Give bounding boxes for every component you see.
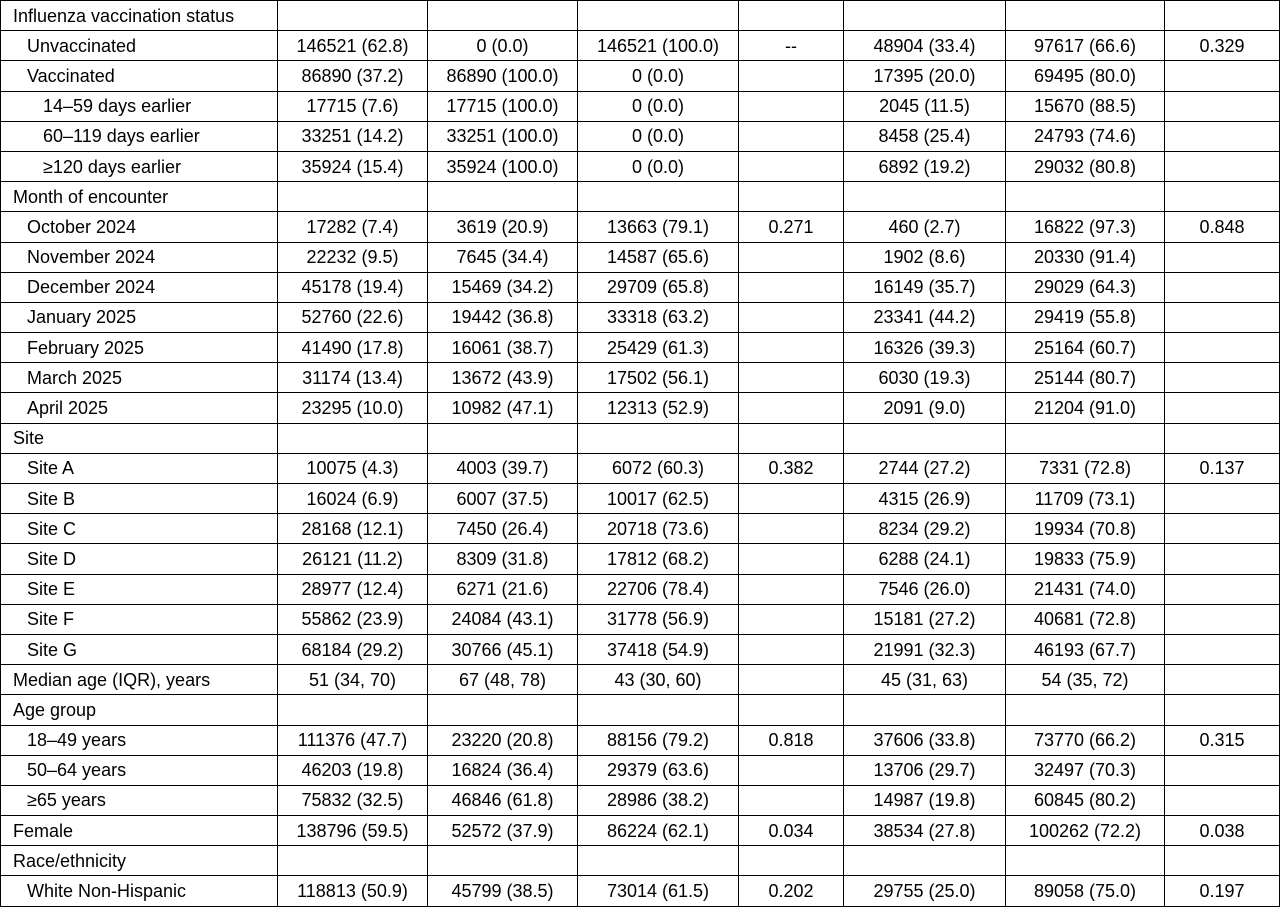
table-cell: 2045 (11.5) xyxy=(844,91,1006,121)
table-cell xyxy=(428,423,578,453)
table-row xyxy=(1,604,1280,634)
table-cell xyxy=(1165,242,1280,272)
table-cell xyxy=(739,363,844,393)
table-cell: 89058 (75.0) xyxy=(1006,876,1165,906)
table-cell: 0 (0.0) xyxy=(578,151,739,181)
table-cell xyxy=(428,1,578,31)
table-cell: 19442 (36.8) xyxy=(428,302,578,332)
table-cell: 26121 (11.2) xyxy=(278,544,428,574)
table-cell: 16824 (36.4) xyxy=(428,755,578,785)
row-label: Site B xyxy=(1,484,278,514)
table-cell xyxy=(1165,665,1280,695)
table-cell: 19833 (75.9) xyxy=(1006,544,1165,574)
table-row xyxy=(1,544,1280,574)
row-label: Site D xyxy=(1,544,278,574)
table-cell: 33251 (14.2) xyxy=(278,121,428,151)
table-row xyxy=(1,634,1280,664)
table-cell xyxy=(739,604,844,634)
table-row xyxy=(1,816,1280,846)
table-cell: 51 (34, 70) xyxy=(278,665,428,695)
table-cell xyxy=(739,755,844,785)
row-label: Age group xyxy=(1,695,278,725)
table-cell xyxy=(578,423,739,453)
table-cell: 7331 (72.8) xyxy=(1006,453,1165,483)
row-label: April 2025 xyxy=(1,393,278,423)
table-cell: 0.202 xyxy=(739,876,844,906)
table-cell xyxy=(278,423,428,453)
table-cell xyxy=(844,846,1006,876)
table-row xyxy=(1,574,1280,604)
table-cell: 6072 (60.3) xyxy=(578,453,739,483)
table-cell: 45 (31, 63) xyxy=(844,665,1006,695)
row-label: Month of encounter xyxy=(1,182,278,212)
table-cell: 28986 (38.2) xyxy=(578,785,739,815)
table-cell xyxy=(739,272,844,302)
table-cell xyxy=(1006,695,1165,725)
table-cell: 14987 (19.8) xyxy=(844,785,1006,815)
table-cell: 23341 (44.2) xyxy=(844,302,1006,332)
table-cell xyxy=(739,634,844,664)
row-label: Site F xyxy=(1,604,278,634)
table-cell: 75832 (32.5) xyxy=(278,785,428,815)
table-cell: 4003 (39.7) xyxy=(428,453,578,483)
table-cell: 8309 (31.8) xyxy=(428,544,578,574)
table-cell: 13672 (43.9) xyxy=(428,363,578,393)
table-cell xyxy=(1165,755,1280,785)
table-cell: 37418 (54.9) xyxy=(578,634,739,664)
table-cell xyxy=(1165,574,1280,604)
table-cell: 45799 (38.5) xyxy=(428,876,578,906)
table-cell: 35924 (100.0) xyxy=(428,151,578,181)
table-row xyxy=(1,363,1280,393)
table-cell: 20330 (91.4) xyxy=(1006,242,1165,272)
table-row xyxy=(1,423,1280,453)
table-cell: 0 (0.0) xyxy=(428,31,578,61)
table-cell: 6288 (24.1) xyxy=(844,544,1006,574)
row-label: Site xyxy=(1,423,278,453)
table-row xyxy=(1,785,1280,815)
table-cell xyxy=(578,695,739,725)
table-cell: 21204 (91.0) xyxy=(1006,393,1165,423)
table-cell xyxy=(278,182,428,212)
table-cell: 7450 (26.4) xyxy=(428,514,578,544)
table-cell: 17715 (7.6) xyxy=(278,91,428,121)
table-cell: 0.038 xyxy=(1165,816,1280,846)
row-label: Female xyxy=(1,816,278,846)
row-label: Influenza vaccination status xyxy=(1,1,278,31)
table-cell xyxy=(844,695,1006,725)
table-cell: 24793 (74.6) xyxy=(1006,121,1165,151)
table-cell xyxy=(739,423,844,453)
table-cell: -- xyxy=(739,31,844,61)
table-cell: 17812 (68.2) xyxy=(578,544,739,574)
table-cell: 15181 (27.2) xyxy=(844,604,1006,634)
table-cell: 6271 (21.6) xyxy=(428,574,578,604)
table-cell: 0.197 xyxy=(1165,876,1280,906)
table-cell: 52760 (22.6) xyxy=(278,302,428,332)
table-row xyxy=(1,876,1280,906)
table-cell: 0.818 xyxy=(739,725,844,755)
table-cell: 38534 (27.8) xyxy=(844,816,1006,846)
table-cell: 54 (35, 72) xyxy=(1006,665,1165,695)
table-cell xyxy=(278,846,428,876)
table-cell: 0.137 xyxy=(1165,453,1280,483)
table-cell: 35924 (15.4) xyxy=(278,151,428,181)
table-cell: 146521 (62.8) xyxy=(278,31,428,61)
table-row xyxy=(1,484,1280,514)
row-label: Site G xyxy=(1,634,278,664)
table-cell: 15670 (88.5) xyxy=(1006,91,1165,121)
table-cell: 88156 (79.2) xyxy=(578,725,739,755)
table-cell: 17502 (56.1) xyxy=(578,363,739,393)
table-cell: 25144 (80.7) xyxy=(1006,363,1165,393)
table-cell xyxy=(428,846,578,876)
row-label: Site E xyxy=(1,574,278,604)
table-cell: 10075 (4.3) xyxy=(278,453,428,483)
table-cell xyxy=(739,695,844,725)
table-cell: 19934 (70.8) xyxy=(1006,514,1165,544)
row-label: March 2025 xyxy=(1,363,278,393)
table-cell xyxy=(428,182,578,212)
table-row xyxy=(1,665,1280,695)
table-cell: 29709 (65.8) xyxy=(578,272,739,302)
table-cell: 21991 (32.3) xyxy=(844,634,1006,664)
table-cell: 7546 (26.0) xyxy=(844,574,1006,604)
table-cell: 55862 (23.9) xyxy=(278,604,428,634)
row-label: Median age (IQR), years xyxy=(1,665,278,695)
table-cell xyxy=(578,182,739,212)
table-row xyxy=(1,1,1280,31)
table-cell xyxy=(739,242,844,272)
table-cell xyxy=(844,1,1006,31)
table-cell: 46193 (67.7) xyxy=(1006,634,1165,664)
table-cell: 29029 (64.3) xyxy=(1006,272,1165,302)
table-cell xyxy=(739,91,844,121)
table-row xyxy=(1,393,1280,423)
table-cell xyxy=(1165,1,1280,31)
table-cell: 16149 (35.7) xyxy=(844,272,1006,302)
table-cell: 33251 (100.0) xyxy=(428,121,578,151)
table-cell: 16326 (39.3) xyxy=(844,333,1006,363)
table-cell: 22232 (9.5) xyxy=(278,242,428,272)
table-cell: 16061 (38.7) xyxy=(428,333,578,363)
table-cell: 0 (0.0) xyxy=(578,91,739,121)
table-cell: 25164 (60.7) xyxy=(1006,333,1165,363)
row-label: Site A xyxy=(1,453,278,483)
table-cell: 29032 (80.8) xyxy=(1006,151,1165,181)
table-cell xyxy=(1165,634,1280,664)
table-cell xyxy=(1165,333,1280,363)
table-row xyxy=(1,272,1280,302)
table-row xyxy=(1,121,1280,151)
row-label: 60–119 days earlier xyxy=(1,121,278,151)
table-row xyxy=(1,453,1280,483)
table-cell: 6007 (37.5) xyxy=(428,484,578,514)
row-label: December 2024 xyxy=(1,272,278,302)
table-cell: 0.315 xyxy=(1165,725,1280,755)
table-cell: 46203 (19.8) xyxy=(278,755,428,785)
table-cell: 22706 (78.4) xyxy=(578,574,739,604)
table-cell: 28977 (12.4) xyxy=(278,574,428,604)
table-cell: 8458 (25.4) xyxy=(844,121,1006,151)
table-cell: 6892 (19.2) xyxy=(844,151,1006,181)
table-cell: 24084 (43.1) xyxy=(428,604,578,634)
table-cell xyxy=(739,333,844,363)
table-cell xyxy=(1165,695,1280,725)
table-cell: 33318 (63.2) xyxy=(578,302,739,332)
table-cell: 0.382 xyxy=(739,453,844,483)
table-cell: 23295 (10.0) xyxy=(278,393,428,423)
table-row xyxy=(1,31,1280,61)
table-cell xyxy=(844,182,1006,212)
table-cell: 6030 (19.3) xyxy=(844,363,1006,393)
table-cell: 118813 (50.9) xyxy=(278,876,428,906)
table-row xyxy=(1,61,1280,91)
table-cell: 73770 (66.2) xyxy=(1006,725,1165,755)
table-cell: 20718 (73.6) xyxy=(578,514,739,544)
table-cell xyxy=(844,423,1006,453)
table-cell xyxy=(1165,61,1280,91)
row-label: ≥120 days earlier xyxy=(1,151,278,181)
table-cell: 97617 (66.6) xyxy=(1006,31,1165,61)
table-cell: 17282 (7.4) xyxy=(278,212,428,242)
table-cell xyxy=(739,785,844,815)
table-cell: 146521 (100.0) xyxy=(578,31,739,61)
table-cell: 45178 (19.4) xyxy=(278,272,428,302)
table-cell xyxy=(1165,514,1280,544)
row-label: 14–59 days earlier xyxy=(1,91,278,121)
row-label: October 2024 xyxy=(1,212,278,242)
table-cell: 0.848 xyxy=(1165,212,1280,242)
table-cell: 10017 (62.5) xyxy=(578,484,739,514)
table-cell xyxy=(1165,544,1280,574)
row-label: November 2024 xyxy=(1,242,278,272)
table-cell: 29379 (63.6) xyxy=(578,755,739,785)
table-cell xyxy=(739,393,844,423)
table-cell: 138796 (59.5) xyxy=(278,816,428,846)
table-cell: 11709 (73.1) xyxy=(1006,484,1165,514)
table-row xyxy=(1,91,1280,121)
table-cell xyxy=(739,151,844,181)
table-cell: 32497 (70.3) xyxy=(1006,755,1165,785)
table-cell: 40681 (72.8) xyxy=(1006,604,1165,634)
table-cell: 30766 (45.1) xyxy=(428,634,578,664)
table-cell: 68184 (29.2) xyxy=(278,634,428,664)
table-cell xyxy=(1165,484,1280,514)
table-cell: 29419 (55.8) xyxy=(1006,302,1165,332)
table-cell xyxy=(278,695,428,725)
table-row xyxy=(1,151,1280,181)
table-cell: 17715 (100.0) xyxy=(428,91,578,121)
table-cell xyxy=(428,695,578,725)
table-cell xyxy=(739,544,844,574)
table-cell xyxy=(1165,785,1280,815)
table-row xyxy=(1,182,1280,212)
table-cell: 23220 (20.8) xyxy=(428,725,578,755)
table-cell: 31778 (56.9) xyxy=(578,604,739,634)
table-cell xyxy=(739,1,844,31)
table-cell xyxy=(739,302,844,332)
table-cell xyxy=(739,121,844,151)
table-cell xyxy=(1006,182,1165,212)
table-cell: 13706 (29.7) xyxy=(844,755,1006,785)
table-cell: 0.271 xyxy=(739,212,844,242)
table-cell: 15469 (34.2) xyxy=(428,272,578,302)
table-cell xyxy=(1165,846,1280,876)
table-cell: 2744 (27.2) xyxy=(844,453,1006,483)
table-body xyxy=(1,1,1280,907)
table-cell xyxy=(1165,423,1280,453)
table-row xyxy=(1,695,1280,725)
table-cell xyxy=(739,182,844,212)
table-cell: 1902 (8.6) xyxy=(844,242,1006,272)
table-cell xyxy=(1165,363,1280,393)
table-cell: 69495 (80.0) xyxy=(1006,61,1165,91)
table-cell: 460 (2.7) xyxy=(844,212,1006,242)
table-cell: 73014 (61.5) xyxy=(578,876,739,906)
table-cell: 100262 (72.2) xyxy=(1006,816,1165,846)
table-cell: 8234 (29.2) xyxy=(844,514,1006,544)
table-cell: 60845 (80.2) xyxy=(1006,785,1165,815)
table-cell xyxy=(578,1,739,31)
table-cell xyxy=(1165,151,1280,181)
table-cell xyxy=(278,1,428,31)
table-cell: 48904 (33.4) xyxy=(844,31,1006,61)
table-cell: 46846 (61.8) xyxy=(428,785,578,815)
table-row xyxy=(1,755,1280,785)
table-cell: 14587 (65.6) xyxy=(578,242,739,272)
row-label: 50–64 years xyxy=(1,755,278,785)
table-cell xyxy=(1165,91,1280,121)
table-cell: 12313 (52.9) xyxy=(578,393,739,423)
table-cell xyxy=(739,846,844,876)
table-cell: 67 (48, 78) xyxy=(428,665,578,695)
table-cell xyxy=(578,846,739,876)
table-cell xyxy=(1165,393,1280,423)
table-row xyxy=(1,725,1280,755)
table-cell xyxy=(739,514,844,544)
table-cell: 3619 (20.9) xyxy=(428,212,578,242)
table-cell: 86890 (37.2) xyxy=(278,61,428,91)
table-cell xyxy=(739,665,844,695)
row-label: Site C xyxy=(1,514,278,544)
row-label: Unvaccinated xyxy=(1,31,278,61)
row-label: January 2025 xyxy=(1,302,278,332)
table-cell: 43 (30, 60) xyxy=(578,665,739,695)
table-cell: 37606 (33.8) xyxy=(844,725,1006,755)
table-cell xyxy=(739,61,844,91)
table-cell: 111376 (47.7) xyxy=(278,725,428,755)
table-row xyxy=(1,302,1280,332)
row-label: 18–49 years xyxy=(1,725,278,755)
table-cell: 10982 (47.1) xyxy=(428,393,578,423)
table-cell xyxy=(1165,302,1280,332)
table-row xyxy=(1,212,1280,242)
table-cell: 0 (0.0) xyxy=(578,61,739,91)
table-cell: 21431 (74.0) xyxy=(1006,574,1165,604)
table-cell: 31174 (13.4) xyxy=(278,363,428,393)
table-cell: 25429 (61.3) xyxy=(578,333,739,363)
table-cell: 29755 (25.0) xyxy=(844,876,1006,906)
table-cell: 28168 (12.1) xyxy=(278,514,428,544)
table-cell xyxy=(1165,182,1280,212)
row-label: ≥65 years xyxy=(1,785,278,815)
table-row xyxy=(1,514,1280,544)
row-label: Race/ethnicity xyxy=(1,846,278,876)
table-cell: 0 (0.0) xyxy=(578,121,739,151)
table-cell: 17395 (20.0) xyxy=(844,61,1006,91)
table-cell: 2091 (9.0) xyxy=(844,393,1006,423)
table-cell: 13663 (79.1) xyxy=(578,212,739,242)
table-cell: 86890 (100.0) xyxy=(428,61,578,91)
table-cell: 16024 (6.9) xyxy=(278,484,428,514)
table-cell xyxy=(1006,423,1165,453)
table-cell: 41490 (17.8) xyxy=(278,333,428,363)
table-cell: 7645 (34.4) xyxy=(428,242,578,272)
table-cell xyxy=(739,484,844,514)
row-label: Vaccinated xyxy=(1,61,278,91)
table-cell xyxy=(1006,846,1165,876)
table-cell: 0.329 xyxy=(1165,31,1280,61)
table-cell xyxy=(739,574,844,604)
table-cell xyxy=(1165,121,1280,151)
table-row xyxy=(1,333,1280,363)
row-label: February 2025 xyxy=(1,333,278,363)
table-cell xyxy=(1165,272,1280,302)
table-cell: 0.034 xyxy=(739,816,844,846)
table-cell xyxy=(1165,604,1280,634)
table-cell: 4315 (26.9) xyxy=(844,484,1006,514)
table-row xyxy=(1,846,1280,876)
row-label: White Non-Hispanic xyxy=(1,876,278,906)
table-cell: 52572 (37.9) xyxy=(428,816,578,846)
table-cell xyxy=(1006,1,1165,31)
table-cell: 86224 (62.1) xyxy=(578,816,739,846)
table-row xyxy=(1,242,1280,272)
table-cell: 16822 (97.3) xyxy=(1006,212,1165,242)
